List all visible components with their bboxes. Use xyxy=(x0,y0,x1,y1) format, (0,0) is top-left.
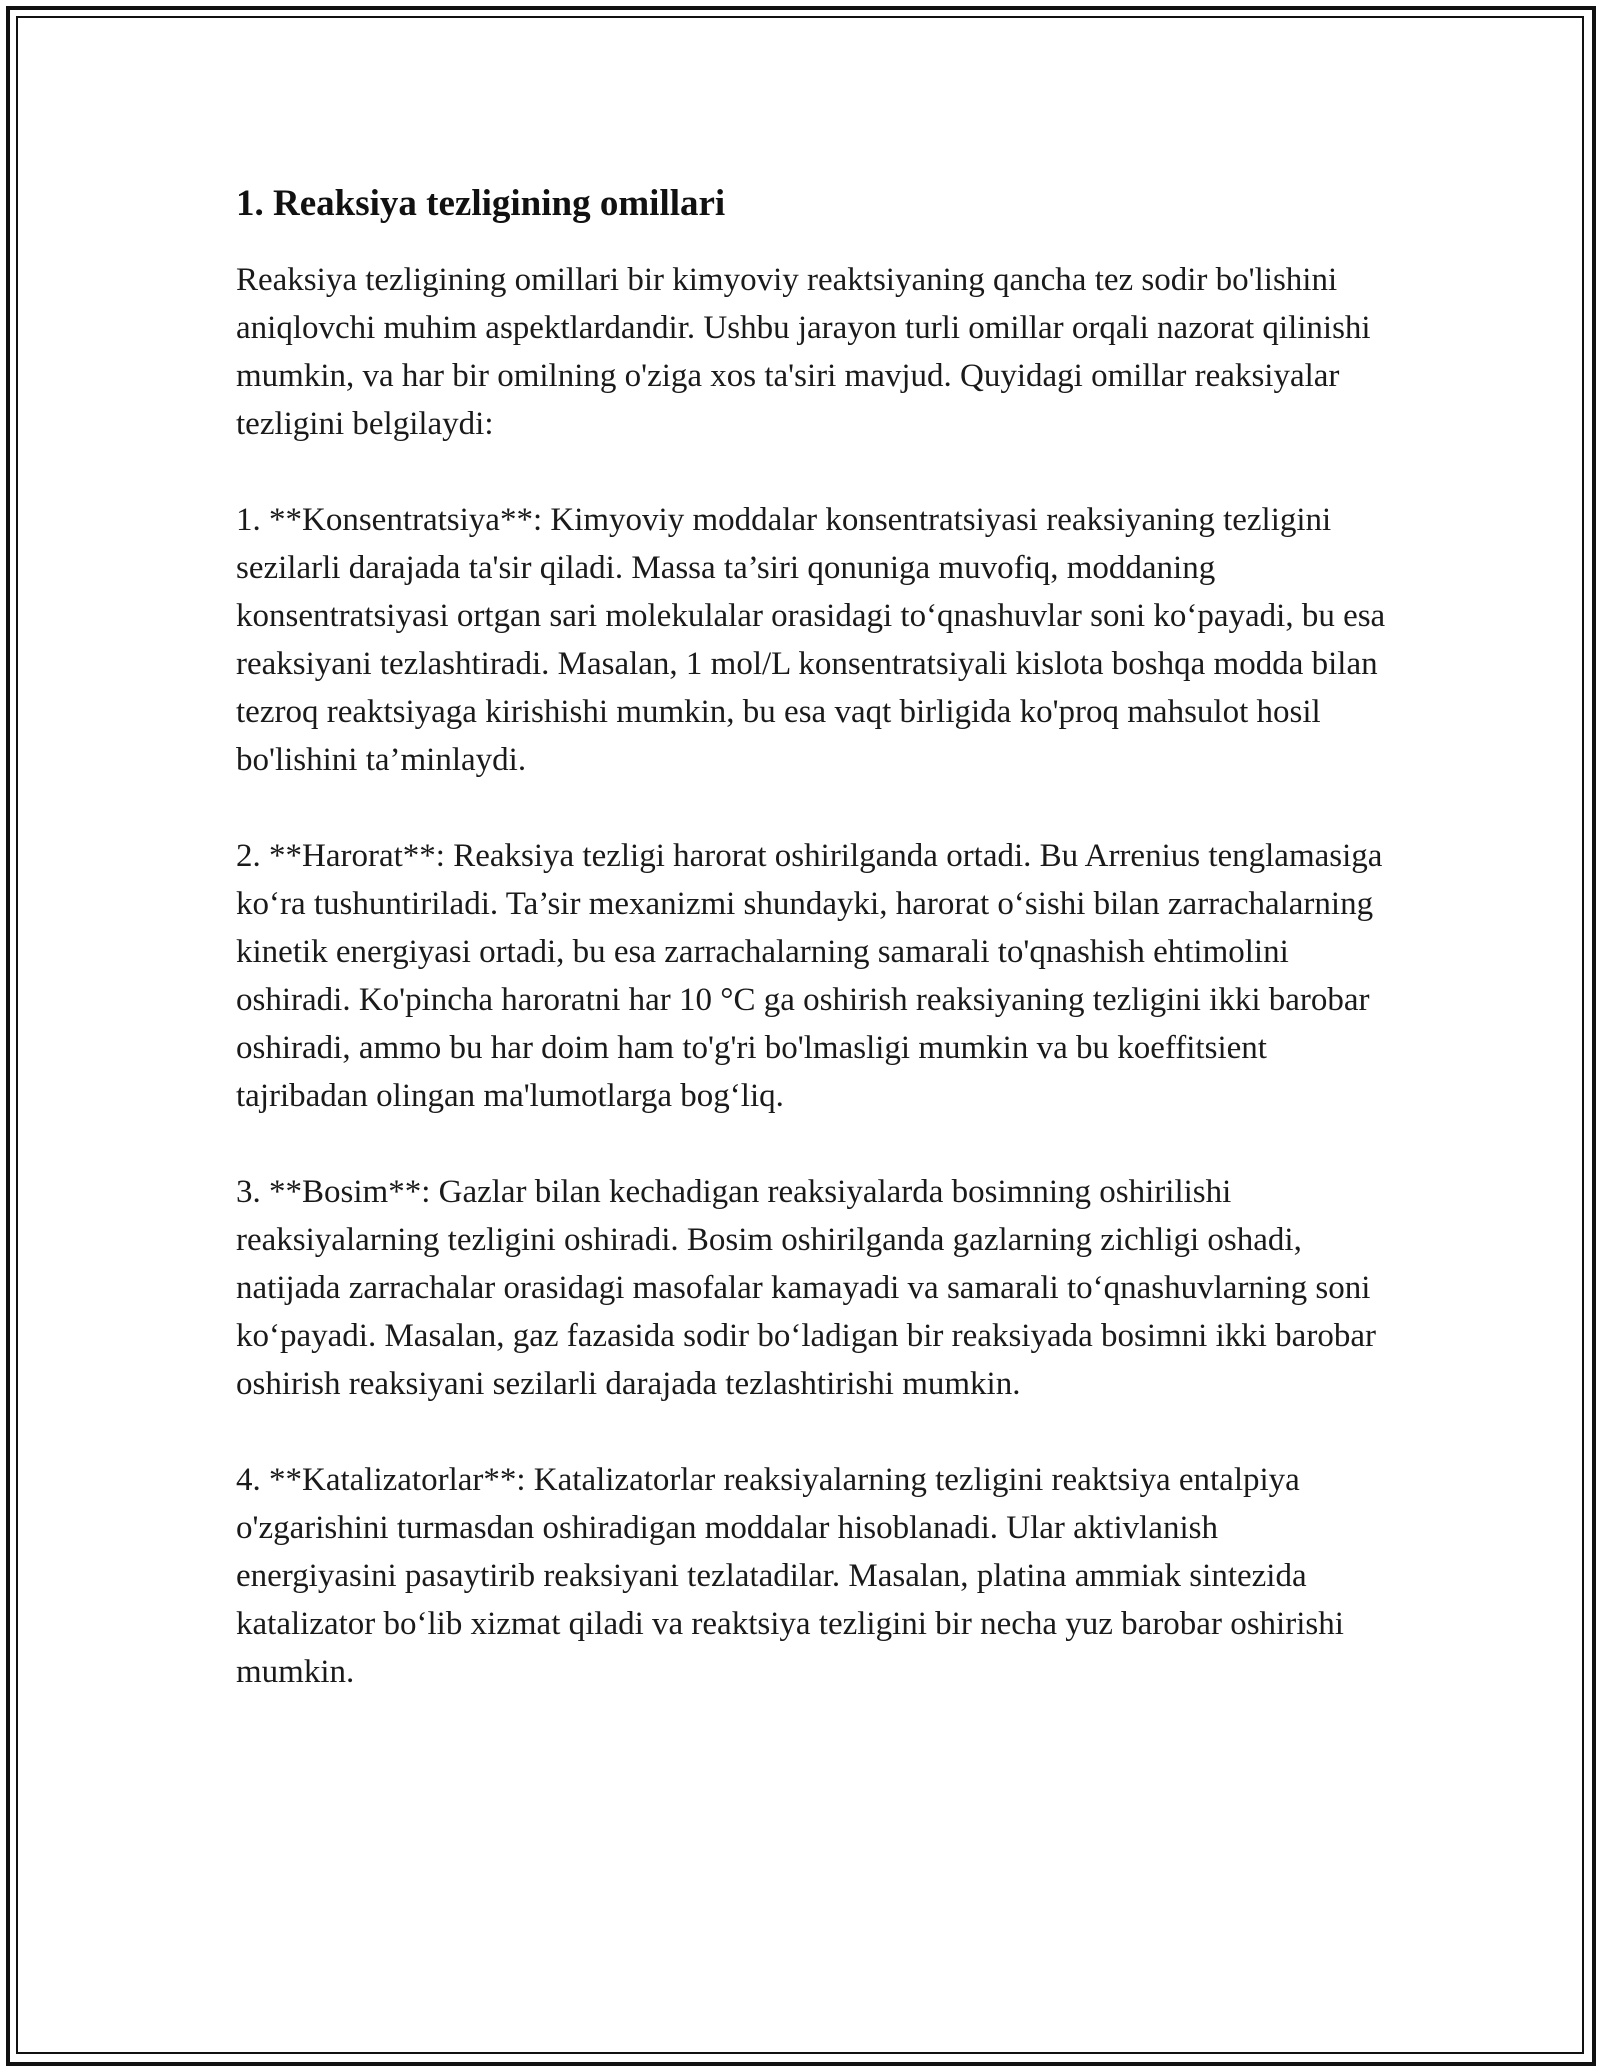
intro-paragraph: Reaksiya tezligining omillari bir kimyoviy reaktsiyaning qancha tez sodir bo'lishini aniqlovchi muhim aspektlardandir. Ushbu jarayon turli omillar orqali nazorat qilinishi mumkin, va har bir omilning o'ziga xos ta'siri mavjud. Quyidagi omillar reaksiyalar tezligini belgilaydi: xyxy=(236,262,1371,443)
document-title: 1. Reaksiya tezligining omillari xyxy=(236,183,726,224)
document-body xyxy=(236,180,1386,1744)
paragraph-pressure: 3. **Bosim**: Gazlar bilan kechadigan reaksiyalarda bosimning oshirilishi reaksiyalarning tezligini oshiradi. Bosim oshirilganda gazlarning zichligi oshadi, natijada zarrachalar orasidagi masofalar kamayadi va samarali to‘qnashuvlarning soni ko‘payadi. Masalan, gaz fazasida sodir bo‘ladigan bir reaksiyada bosimni ikki barobar oshirish reaksiyani sezilarli darajada tezlashtirishi mumkin. xyxy=(236,1174,1376,1403)
paragraph-temperature: 2. **Harorat**: Reaksiya tezligi harorat oshirilganda ortadi. Bu Arrenius tenglamasiga ko‘ra tushuntiriladi. Ta’sir mexanizmi shundayki, harorat o‘sishi bilan zarrachalarning kinetik energiyasi ortadi, bu esa zarrachalarning samarali to'qnashish ehtimolini oshiradi. Ko'pincha haroratni har 10 °C ga oshirish reaksiyaning tezligini ikki barobar oshiradi, ammo bu har doim ham to'g'ri bo'lmasligi mumkin va bu koeffitsient tajribadan olingan ma'lumotlarga bog‘liq. xyxy=(236,838,1383,1115)
paragraph-catalysts: 4. **Katalizatorlar**: Katalizatorlar reaksiyalarning tezligini reaktsiya entalpiya o'zgarishini turmasdan oshiradigan moddalar hisoblanadi. Ular aktivlanish energiyasini pasaytirib reaksiyani tezlatadilar. Masalan, platina ammiak sintezida katalizator bo‘lib xizmat qiladi va reaktsiya tezligini bir necha yuz barobar oshirishi mumkin. xyxy=(236,1462,1344,1691)
paragraph-concentration: 1. **Konsentratsiya**: Kimyoviy moddalar konsentratsiyasi reaksiyaning tezligini sezilarli darajada ta'sir qiladi. Massa ta’siri qonuniga muvofiq, moddaning konsentratsiyasi ortgan sari molekulalar orasidagi to‘qnashuvlar soni ko‘payadi, bu esa reaksiyani tezlashtiradi. Masalan, 1 mol/L konsentratsiyali kislota boshqa modda bilan tezroq reaktsiyaga kirishishi mumkin, bu esa vaqt birligida ko'proq mahsulot hosil bo'lishini ta’minlaydi. xyxy=(236,502,1386,779)
